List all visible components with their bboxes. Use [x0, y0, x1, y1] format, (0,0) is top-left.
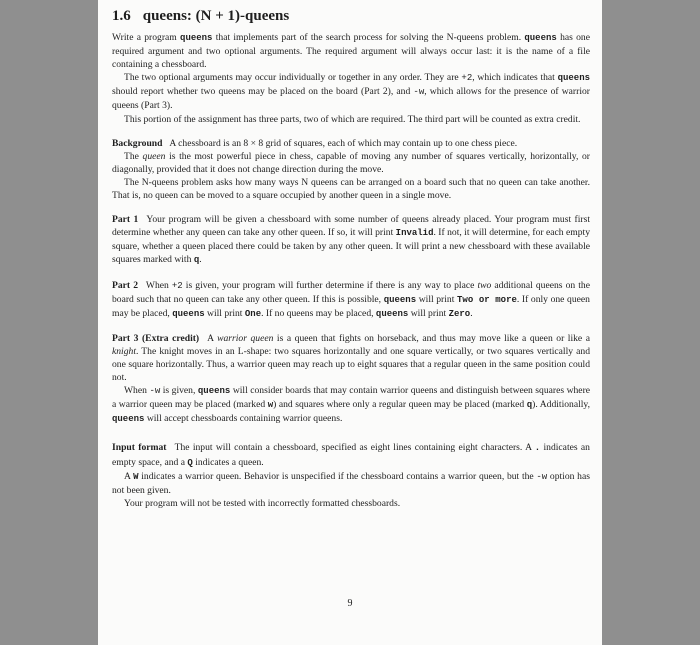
- background-paragraph-1: Background A chessboard is an 8 × 8 grid of squares, each of which may contain up to one chess piece.: [112, 137, 518, 149]
- background-section: [112, 137, 590, 202]
- part1-label: Part 1: [112, 214, 139, 226]
- input-format-label: Input format: [112, 442, 167, 454]
- input-format-section: [112, 441, 590, 509]
- section-title: queens: (N + 1)-queens: [142, 8, 290, 24]
- part2-label: Part 2: [112, 279, 138, 291]
- part2-paragraph: Part 2 When +2 is given, your program will further determine if there is any way to place two additional queens on the board such that no queen can take any other queen. If this is possible, queens will print Two or more. If only one queen may be placed, queens will print One. If no queens may be placed, queens will print Zero.: [112, 279, 590, 319]
- part2-section: [112, 279, 590, 321]
- document-page: [98, 0, 602, 645]
- background-label: Background: [112, 137, 163, 149]
- part1-paragraph: Part 1 Your program will be given a chessboard with some number of queens already placed. Your program must first determine whether any queen can take any other queen. If so, it will print Invalid. If not, it will determine, for each empty square, whether a queen placed there could be taken by any other queen. It will print a new chessboard with these available squares marked with q.: [112, 214, 591, 266]
- section-heading: [112, 7, 590, 25]
- part3-paragraph-2: When -w is given, queens will consider boards that may contain warrior queens and distinguish between squares where a warrior queen may be placed (marked w) and squares where only a regular queen may be placed (marked q). Additionally, queens will accept chessboards containing warrior queens.: [112, 385, 591, 425]
- intro-paragraph-1: Write a program queens that implements part of the search process for solving the N-queens problem. queens has one required argument and two optional arguments. The required argument will always occur last: it is the name of a file containing a chessboard.: [112, 32, 590, 71]
- part3-section: [112, 332, 590, 427]
- part3-label: Part 3 (Extra credit): [112, 332, 200, 344]
- input-format-paragraph-2: A W indicates a warrior queen. Behavior is unspecified if the chessboard contains a warrior queen, but the -w option has not been given.: [112, 470, 590, 496]
- part3-paragraph-1: Part 3 (Extra credit) A warrior queen is a queen that fights on horseback, and thus may move like a queen or like a knight. The knight moves in an L-shape: two squares horizontally and one square vertically, or two squares vertically and one square horizontally. Thus, a warrior queen may reach up to eight squares that a regular queen in the same position could not.: [112, 332, 590, 384]
- background-paragraph-2: The queen is the most powerful piece in chess, capable of moving any number of squares vertically, horizontally, or diagonally, provided that it does not change direction during the move.: [112, 150, 590, 175]
- page-number: 9: [347, 598, 353, 609]
- input-format-paragraph-3: Your program will not be tested with incorrectly formatted chessboards.: [124, 497, 401, 509]
- input-format-paragraph-1: Input format The input will contain a chessboard, specified as eight lines containing eight characters. A . indicates an empty space, and a Q indicates a queen.: [112, 442, 590, 468]
- intro-paragraph-2: The two optional arguments may occur individually or together in any order. They are +2, which indicates that queens should report whether two queens may be placed on the board (Part 2), and -w, which allows for the presence of warrior queens (Part 3).: [112, 72, 590, 112]
- background-paragraph-3: The N-queens problem asks how many ways N queens can be arranged on a board such that no queen can take another. That is, no queen can be moved to a square occupied by another queen in a single move.: [112, 176, 590, 202]
- part1-section: [112, 213, 590, 267]
- section-number: 1.6: [112, 8, 131, 24]
- intro-paragraph-3: This portion of the assignment has three parts, two of which are required. The third part will be counted as extra credit.: [124, 113, 581, 125]
